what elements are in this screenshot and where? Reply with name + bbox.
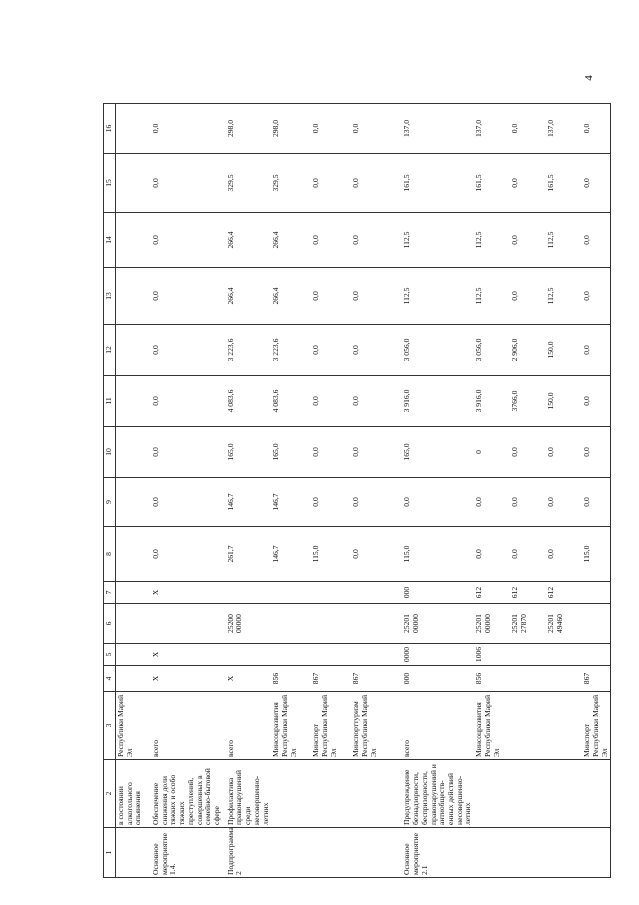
cell-r3-c9: 146,7 (223, 478, 272, 527)
column-number-13: 13 (104, 268, 116, 325)
cell-r11-c10: 0,0 (582, 427, 611, 478)
cell-r4-c13: 266,4 (271, 268, 311, 325)
cell-r7-c8: 115,0 (399, 527, 474, 582)
cell-r6-c11: 0,0 (351, 376, 399, 427)
cell-r5-c1 (311, 828, 351, 878)
cell-r3-c16: 298,0 (223, 104, 272, 154)
column-number-16: 16 (104, 104, 116, 154)
cell-r3-c15: 329,5 (223, 154, 272, 213)
cell-r11-c13: 0,0 (582, 268, 611, 325)
table-row (474, 104, 510, 878)
cell-r5-c16: 0,0 (311, 104, 351, 154)
budget-table (103, 103, 611, 878)
cell-r6-c10: 0,0 (351, 427, 399, 478)
cell-r11-c8: 115,0 (582, 527, 611, 582)
cell-r10-c7: 612 (546, 582, 582, 604)
cell-r7-c14: 112,5 (399, 213, 474, 268)
cell-r4-c11: 4 083,6 (271, 376, 311, 427)
cell-r4-c4: 856 (271, 666, 311, 692)
column-number-10: 10 (104, 427, 116, 478)
cell-r9-c6: 25201 27870 (510, 604, 546, 644)
column-number-2: 2 (104, 760, 116, 828)
cell-r10-c11: 150,0 (546, 376, 582, 427)
table-row (116, 104, 149, 878)
cell-r5-c3: Минспорт Республики Марий Эл (311, 692, 351, 760)
cell-r11-c12: 0,0 (582, 325, 611, 376)
table-row (148, 104, 223, 878)
cell-r6-c7 (351, 582, 399, 604)
cell-r6-c1 (351, 828, 399, 878)
cell-r7-c5: 0000 (399, 644, 474, 666)
cell-r8-c11: 3 916,0 (474, 376, 510, 427)
cell-r1-c16 (116, 104, 149, 154)
cell-r6-c2 (351, 760, 399, 828)
table-row (546, 104, 582, 878)
cell-r5-c7 (311, 582, 351, 604)
cell-r1-c2: в состоянии алкогольного опьянения (116, 760, 149, 828)
cell-r2-c1: Основное мероприятие 1.4. (148, 828, 223, 878)
cell-r5-c10: 0,0 (311, 427, 351, 478)
cell-r3-c2: Профилактика правонарушений среди несовершенно-летних (223, 760, 272, 828)
cell-r2-c13: 0,0 (148, 268, 223, 325)
cell-r5-c2 (311, 760, 351, 828)
cell-r9-c8: 0,0 (510, 527, 546, 582)
cell-r1-c13 (116, 268, 149, 325)
cell-r4-c2 (271, 760, 311, 828)
cell-r6-c12: 0,0 (351, 325, 399, 376)
cell-r9-c1 (510, 828, 546, 878)
column-number-8: 8 (104, 527, 116, 582)
cell-r10-c6: 25201 49460 (546, 604, 582, 644)
cell-r5-c15: 0,0 (311, 154, 351, 213)
cell-r5-c4: 867 (311, 666, 351, 692)
cell-r2-c7: X (148, 582, 223, 604)
cell-r2-c10: 0,0 (148, 427, 223, 478)
cell-r3-c10: 165,0 (223, 427, 272, 478)
cell-r1-c4 (116, 666, 149, 692)
cell-r2-c6 (148, 604, 223, 644)
cell-r9-c15: 0,0 (510, 154, 546, 213)
cell-r7-c9: 0,0 (399, 478, 474, 527)
table-row (271, 104, 311, 878)
cell-r4-c9: 146,7 (271, 478, 311, 527)
column-number-7: 7 (104, 582, 116, 604)
cell-r8-c14: 112,5 (474, 213, 510, 268)
cell-r7-c15: 161,5 (399, 154, 474, 213)
cell-r1-c6 (116, 604, 149, 644)
cell-r6-c6 (351, 604, 399, 644)
cell-r10-c10: 0,0 (546, 427, 582, 478)
cell-r2-c9: 0,0 (148, 478, 223, 527)
cell-r1-c7 (116, 582, 149, 604)
cell-r6-c13: 0,0 (351, 268, 399, 325)
cell-r9-c13: 0,0 (510, 268, 546, 325)
rotated-table-container (103, 104, 609, 878)
cell-r10-c4 (546, 666, 582, 692)
cell-r10-c15: 161,5 (546, 154, 582, 213)
cell-r11-c6 (582, 604, 611, 644)
column-number-9: 9 (104, 478, 116, 527)
table-row (582, 104, 611, 878)
cell-r6-c14: 0,0 (351, 213, 399, 268)
cell-r3-c4: X (223, 666, 272, 692)
cell-r4-c16: 298,0 (271, 104, 311, 154)
cell-r7-c10: 165,0 (399, 427, 474, 478)
cell-r9-c9: 0,0 (510, 478, 546, 527)
cell-r5-c11: 0,0 (311, 376, 351, 427)
cell-r10-c13: 112,5 (546, 268, 582, 325)
cell-r4-c10: 165,0 (271, 427, 311, 478)
cell-r6-c3: Минспорттуризм Республики Марий Эл (351, 692, 399, 760)
cell-r11-c9: 0,0 (582, 478, 611, 527)
column-number-4: 4 (104, 666, 116, 692)
cell-r1-c1 (116, 828, 149, 878)
cell-r8-c1 (474, 828, 510, 878)
cell-r11-c14: 0,0 (582, 213, 611, 268)
cell-r3-c13: 266,4 (223, 268, 272, 325)
cell-r8-c9: 0,0 (474, 478, 510, 527)
cell-r1-c11 (116, 376, 149, 427)
cell-r9-c11: 3766,0 (510, 376, 546, 427)
cell-r7-c7: 000 (399, 582, 474, 604)
cell-r8-c3: Минсоцразвития Республики Марий Эл (474, 692, 510, 760)
cell-r8-c2 (474, 760, 510, 828)
cell-r1-c12 (116, 325, 149, 376)
cell-r4-c5 (271, 644, 311, 666)
cell-r4-c1 (271, 828, 311, 878)
cell-r4-c14: 266,4 (271, 213, 311, 268)
cell-r11-c5 (582, 644, 611, 666)
cell-r7-c2: Предупреждение безнадзорности, беспризорности, правонарушений и антиобществ-енных действий несовершенно-летних (399, 760, 474, 828)
cell-r9-c4 (510, 666, 546, 692)
cell-r9-c10: 0,0 (510, 427, 546, 478)
table-row (351, 104, 399, 878)
cell-r9-c5 (510, 644, 546, 666)
table-row (223, 104, 272, 878)
table-row (510, 104, 546, 878)
column-number-15: 15 (104, 154, 116, 213)
cell-r9-c12: 2 906,0 (510, 325, 546, 376)
cell-r11-c2 (582, 760, 611, 828)
cell-r7-c3: всего (399, 692, 474, 760)
page-number: 4 (582, 75, 595, 81)
cell-r11-c7 (582, 582, 611, 604)
cell-r10-c8: 0,0 (546, 527, 582, 582)
column-number-11: 11 (104, 376, 116, 427)
cell-r10-c3 (546, 692, 582, 760)
cell-r8-c6: 25201 00000 (474, 604, 510, 644)
cell-r6-c4: 867 (351, 666, 399, 692)
cell-r2-c4: X (148, 666, 223, 692)
cell-r1-c9 (116, 478, 149, 527)
cell-r3-c11: 4 083,6 (223, 376, 272, 427)
cell-r2-c15: 0,0 (148, 154, 223, 213)
cell-r9-c3 (510, 692, 546, 760)
cell-r3-c3: всего (223, 692, 272, 760)
cell-r2-c8: 0,0 (148, 527, 223, 582)
cell-r8-c13: 112,5 (474, 268, 510, 325)
column-number-14: 14 (104, 213, 116, 268)
cell-r4-c3: Минсоцразвития Республики Марий Эл (271, 692, 311, 760)
cell-r2-c2: Обеспечение снижения доли тяжких и особо тяжких преступлений, совершенных в семейно-бытовой сфере (148, 760, 223, 828)
cell-r1-c15 (116, 154, 149, 213)
cell-r2-c5: X (148, 644, 223, 666)
cell-r11-c3: Минспорт Республики Марий Эл (582, 692, 611, 760)
cell-r8-c10: 0 (474, 427, 510, 478)
cell-r11-c11: 0,0 (582, 376, 611, 427)
cell-r8-c5: 1006 (474, 644, 510, 666)
cell-r1-c10 (116, 427, 149, 478)
column-number-6: 6 (104, 604, 116, 644)
cell-r6-c16: 0,0 (351, 104, 399, 154)
cell-r5-c8: 115,0 (311, 527, 351, 582)
cell-r4-c7 (271, 582, 311, 604)
cell-r8-c16: 137,0 (474, 104, 510, 154)
cell-r6-c8: 0,0 (351, 527, 399, 582)
cell-r5-c14: 0,0 (311, 213, 351, 268)
cell-r10-c2 (546, 760, 582, 828)
cell-r8-c8: 0,0 (474, 527, 510, 582)
cell-r6-c15: 0,0 (351, 154, 399, 213)
cell-r10-c14: 112,5 (546, 213, 582, 268)
cell-r7-c13: 112,5 (399, 268, 474, 325)
cell-r7-c12: 3 056,0 (399, 325, 474, 376)
table-row (399, 104, 474, 878)
cell-r7-c6: 25201 00000 (399, 604, 474, 644)
cell-r8-c7: 612 (474, 582, 510, 604)
cell-r9-c14: 0,0 (510, 213, 546, 268)
cell-r4-c15: 329,5 (271, 154, 311, 213)
column-number-1: 1 (104, 828, 116, 878)
cell-r2-c12: 0,0 (148, 325, 223, 376)
cell-r10-c12: 150,0 (546, 325, 582, 376)
cell-r10-c5 (546, 644, 582, 666)
cell-r5-c6 (311, 604, 351, 644)
cell-r7-c11: 3 916,0 (399, 376, 474, 427)
cell-r1-c3: Республики Марий Эл (116, 692, 149, 760)
cell-r11-c4: 867 (582, 666, 611, 692)
cell-r4-c6 (271, 604, 311, 644)
cell-r7-c1: Основное мероприятие 2.1 (399, 828, 474, 878)
column-number-3: 3 (104, 692, 116, 760)
cell-r5-c13: 0,0 (311, 268, 351, 325)
cell-r6-c9: 0,0 (351, 478, 399, 527)
cell-r3-c8: 261,7 (223, 527, 272, 582)
column-number-5: 5 (104, 644, 116, 666)
cell-r9-c2 (510, 760, 546, 828)
cell-r3-c12: 3 223,6 (223, 325, 272, 376)
cell-r2-c11: 0,0 (148, 376, 223, 427)
cell-r1-c5 (116, 644, 149, 666)
cell-r7-c4: 000 (399, 666, 474, 692)
cell-r2-c3: всего (148, 692, 223, 760)
cell-r2-c14: 0,0 (148, 213, 223, 268)
cell-r11-c1 (582, 828, 611, 878)
cell-r3-c5 (223, 644, 272, 666)
cell-r2-c16: 0,0 (148, 104, 223, 154)
cell-r9-c16: 0,0 (510, 104, 546, 154)
table-body (116, 104, 611, 878)
column-number-row (104, 104, 116, 878)
cell-r8-c12: 3 056,0 (474, 325, 510, 376)
cell-r10-c16: 137,0 (546, 104, 582, 154)
cell-r10-c9: 0,0 (546, 478, 582, 527)
cell-r4-c12: 3 223,6 (271, 325, 311, 376)
cell-r6-c5 (351, 644, 399, 666)
cell-r3-c7 (223, 582, 272, 604)
cell-r7-c16: 137,0 (399, 104, 474, 154)
cell-r11-c16: 0,0 (582, 104, 611, 154)
cell-r10-c1 (546, 828, 582, 878)
column-number-12: 12 (104, 325, 116, 376)
cell-r8-c15: 161,5 (474, 154, 510, 213)
cell-r5-c5 (311, 644, 351, 666)
cell-r3-c1: Подпрограмма 2 (223, 828, 272, 878)
cell-r9-c7: 612 (510, 582, 546, 604)
cell-r1-c8 (116, 527, 149, 582)
cell-r5-c9: 0,0 (311, 478, 351, 527)
cell-r8-c4: 856 (474, 666, 510, 692)
cell-r1-c14 (116, 213, 149, 268)
cell-r3-c14: 266,4 (223, 213, 272, 268)
cell-r5-c12: 0,0 (311, 325, 351, 376)
cell-r4-c8: 146,7 (271, 527, 311, 582)
cell-r3-c6: 25200 00000 (223, 604, 272, 644)
table-row (311, 104, 351, 878)
cell-r11-c15: 0,0 (582, 154, 611, 213)
